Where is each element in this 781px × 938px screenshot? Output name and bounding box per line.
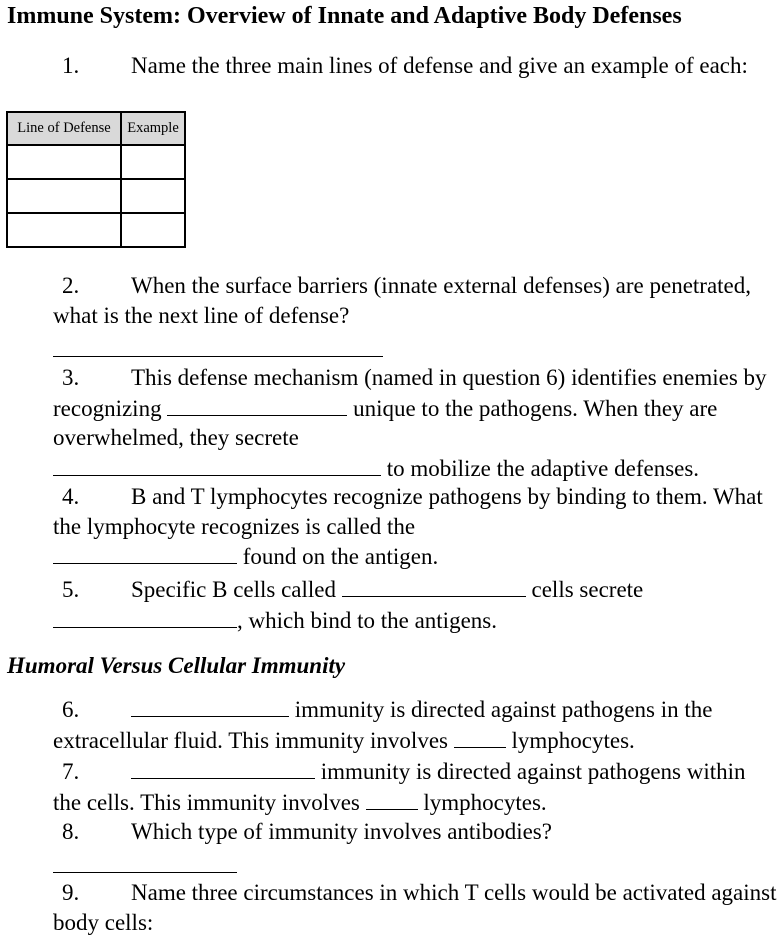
answer-blank[interactable]	[454, 725, 506, 748]
answer-blank[interactable]	[53, 605, 237, 628]
table-cell[interactable]	[121, 179, 185, 213]
question-1	[53, 51, 777, 81]
question-text-part2: unique to the pathogens. When they are overwhelmed, they secrete	[53, 395, 718, 450]
question-number: 8.	[62, 819, 80, 844]
table-header-example: Example	[121, 112, 185, 145]
question-number: 4.	[62, 484, 80, 509]
question-9	[53, 878, 777, 937]
question-number: 3.	[62, 365, 80, 390]
defense-table	[6, 111, 186, 248]
answer-blank-q8[interactable]	[53, 872, 237, 873]
question-text: Name three circumstances in which T cells would be activated against body cells:	[53, 880, 777, 935]
answer-blank[interactable]	[53, 453, 381, 476]
table-cell[interactable]	[121, 213, 185, 247]
question-text: Which type of immunity involves antibodies?	[131, 819, 552, 844]
question-number: 5.	[62, 577, 80, 602]
question-number: 7.	[62, 759, 80, 784]
answer-blank[interactable]	[131, 756, 315, 779]
question-text-part2: lymphocytes.	[423, 789, 547, 815]
table-row	[7, 145, 185, 179]
question-text: Name the three main lines of defense and give an example of each:	[131, 53, 748, 78]
answer-blank[interactable]	[366, 787, 418, 810]
table-row	[7, 213, 185, 247]
question-6	[53, 694, 777, 755]
question-7	[53, 756, 777, 817]
question-text-part1: This defense mechanism (named in question 6) identifies enemies by recognizing	[53, 365, 767, 421]
question-text-part1: immunity is directed against pathogens within the cells. This immunity involves	[53, 759, 746, 815]
answer-blank[interactable]	[53, 541, 237, 564]
question-text-part2: cells secrete	[531, 577, 644, 602]
answer-blank[interactable]	[342, 574, 526, 597]
question-text-part1: Specific B cells called	[131, 577, 337, 602]
question-text-part3: , which bind to the antigens.	[237, 607, 497, 633]
question-2	[53, 271, 777, 330]
question-number: 1.	[62, 53, 80, 78]
question-number: 9.	[62, 880, 80, 905]
answer-blank[interactable]	[167, 393, 347, 416]
question-text-part2: found on the antigen.	[242, 544, 439, 569]
table-header-line-of-defense: Line of Defense	[7, 112, 121, 145]
question-3	[53, 363, 777, 483]
question-text-part2: lymphocytes.	[511, 727, 635, 753]
question-4	[53, 482, 777, 572]
section-heading: Humoral Versus Cellular Immunity	[7, 653, 346, 678]
question-text-part3: to mobilize the adaptive defenses.	[386, 455, 700, 481]
question-number: 6.	[62, 697, 80, 722]
question-text-part1: immunity is directed against pathogens in the extracellular fluid. This immunity involves	[53, 697, 713, 753]
table-cell[interactable]	[7, 179, 121, 213]
table-cell[interactable]	[121, 145, 185, 179]
question-text: When the surface barriers (innate external defenses) are penetrated, what is the next line of defense?	[53, 273, 752, 328]
question-8	[53, 817, 777, 847]
question-number: 2.	[62, 273, 80, 298]
page-title: Immune System: Overview of Innate and Adaptive Body Defenses	[7, 3, 682, 29]
answer-blank-q2[interactable]	[53, 356, 383, 357]
question-5	[53, 574, 777, 635]
answer-blank[interactable]	[131, 694, 289, 717]
table-cell[interactable]	[7, 145, 121, 179]
question-text-part1: B and T lymphocytes recognize pathogens by binding to them. What the lymphocyte recognizes is called the	[53, 484, 763, 539]
table-cell[interactable]	[7, 213, 121, 247]
table-row	[7, 179, 185, 213]
